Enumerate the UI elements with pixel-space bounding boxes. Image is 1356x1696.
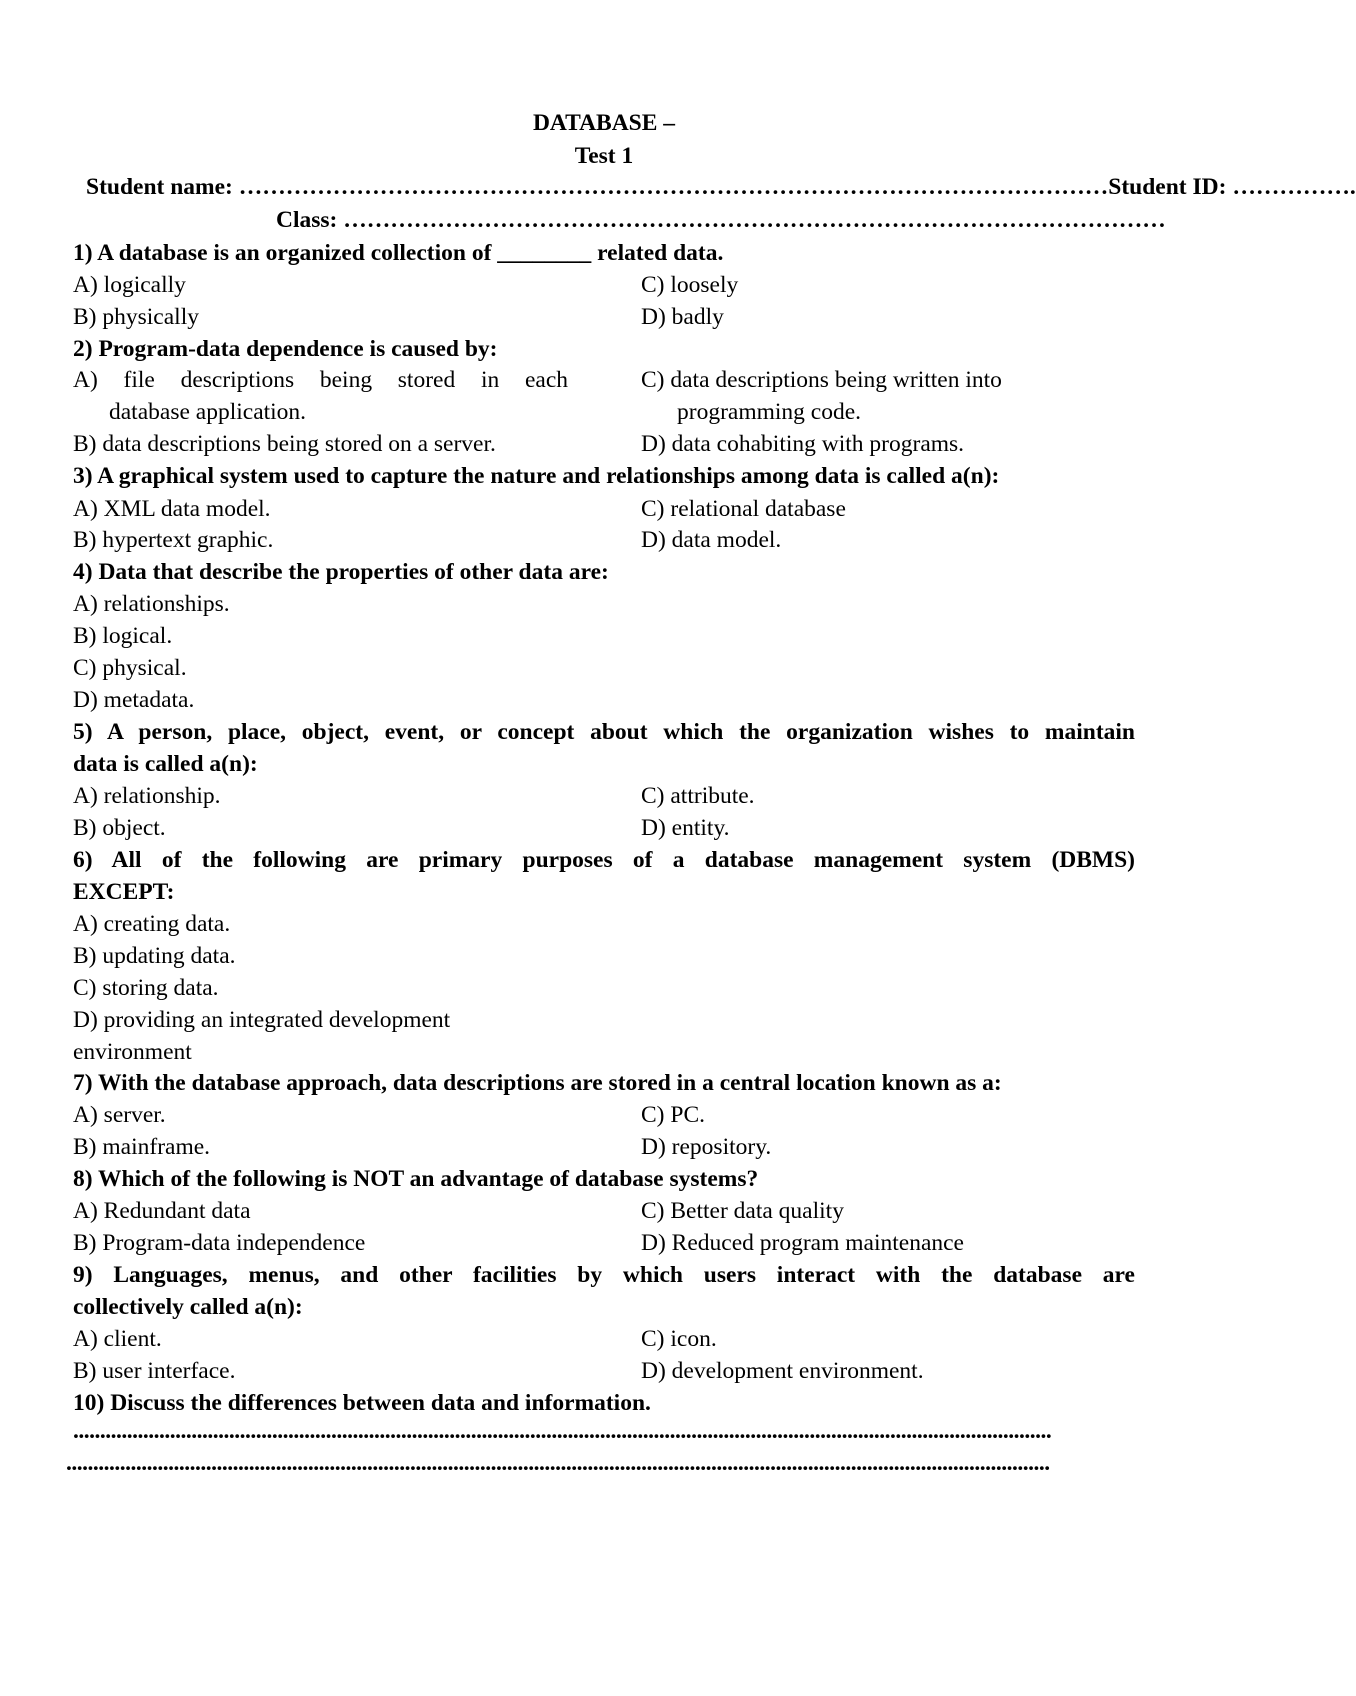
q7-option-a: A) server. xyxy=(73,1102,166,1128)
q7-option-b: B) mainframe. xyxy=(73,1134,211,1160)
q2-option-a-line1: A) file descriptions being stored in each xyxy=(73,367,568,393)
q2-option-c-line2: programming code. xyxy=(677,399,862,425)
q1-option-b: B) physically xyxy=(73,304,199,330)
q6-option-c: C) storing data. xyxy=(73,975,219,1001)
question-10: 10) Discuss the differences between data and information. xyxy=(73,1390,651,1416)
q1-option-d: D) badly xyxy=(641,304,724,330)
q5-option-a: A) relationship. xyxy=(73,783,221,809)
question-7: 7) With the database approach, data descriptions are stored in a central location known as a: xyxy=(73,1070,1002,1096)
q8-option-d: D) Reduced program maintenance xyxy=(641,1230,964,1256)
q3-option-d: D) data model. xyxy=(641,527,782,553)
q4-option-a: A) relationships. xyxy=(73,591,230,617)
q4-option-c: C) physical. xyxy=(73,655,187,681)
q5-option-d: D) entity. xyxy=(641,815,730,841)
question-8: 8) Which of the following is NOT an advantage of database systems? xyxy=(73,1166,759,1192)
q6-option-b: B) updating data. xyxy=(73,943,236,969)
q2-option-c-line1: C) data descriptions being written into xyxy=(641,367,1002,393)
q3-option-c: C) relational database xyxy=(641,496,846,522)
question-5-line2: data is called a(n): xyxy=(73,751,258,777)
question-9-line1: 9) Languages, menus, and other facilities by which users interact with the database are xyxy=(73,1262,1135,1288)
q3-option-b: B) hypertext graphic. xyxy=(73,527,274,553)
q6-option-a: A) creating data. xyxy=(73,911,231,937)
q7-option-d: D) repository. xyxy=(641,1134,772,1160)
q2-option-d: D) data cohabiting with programs. xyxy=(641,431,965,457)
q9-option-a: A) client. xyxy=(73,1326,162,1352)
q5-option-c: C) attribute. xyxy=(641,783,755,809)
q5-option-b: B) object. xyxy=(73,815,166,841)
q9-option-d: D) development environment. xyxy=(641,1358,924,1384)
q6-option-d-line1: D) providing an integrated development xyxy=(73,1007,451,1033)
q6-option-d-line2: environment xyxy=(73,1039,192,1065)
q1-option-a: A) logically xyxy=(73,272,186,298)
q8-option-b: B) Program-data independence xyxy=(73,1230,366,1256)
question-6-line1: 6) All of the following are primary purposes of a database management system (DBMS) xyxy=(73,847,1135,873)
question-1: 1) A database is an organized collection of ________ related data. xyxy=(73,240,724,266)
q8-option-a: A) Redundant data xyxy=(73,1198,251,1224)
q1-option-c: C) loosely xyxy=(641,272,739,298)
page-subtitle: Test 1 xyxy=(574,143,634,169)
answer-line-1: ...................................................................................................................................................................................... xyxy=(73,1418,1052,1444)
class-line: Class: …………………………………………………………………………………………… xyxy=(276,207,1166,233)
q9-option-c: C) icon. xyxy=(641,1326,717,1352)
q9-option-b: B) user interface. xyxy=(73,1358,236,1384)
question-5-line1: 5) A person, place, object, event, or concept about which the organization wishes to maintain xyxy=(73,719,1135,745)
answer-line-2: ....................................................................................................................................................................................... xyxy=(66,1450,1050,1476)
q3-option-a: A) XML data model. xyxy=(73,496,271,522)
q7-option-c: C) PC. xyxy=(641,1102,705,1128)
q2-option-b: B) data descriptions being stored on a server. xyxy=(73,431,496,457)
q2-option-a-line2: database application. xyxy=(109,399,307,425)
page-title: DATABASE – xyxy=(532,110,676,136)
student-name-id-line: Student name: …………………………………………………………………………………………………Student ID: ……………. xyxy=(86,174,1356,200)
question-2: 2) Program-data dependence is caused by: xyxy=(73,336,498,362)
question-4: 4) Data that describe the properties of other data are: xyxy=(73,559,609,585)
q4-option-b: B) logical. xyxy=(73,623,173,649)
question-9-line2: collectively called a(n): xyxy=(73,1294,303,1320)
question-3: 3) A graphical system used to capture the nature and relationships among data is called a(n): xyxy=(73,463,1000,489)
q4-option-d: D) metadata. xyxy=(73,687,195,713)
q8-option-c: C) Better data quality xyxy=(641,1198,844,1224)
question-6-line2: EXCEPT: xyxy=(73,879,175,905)
